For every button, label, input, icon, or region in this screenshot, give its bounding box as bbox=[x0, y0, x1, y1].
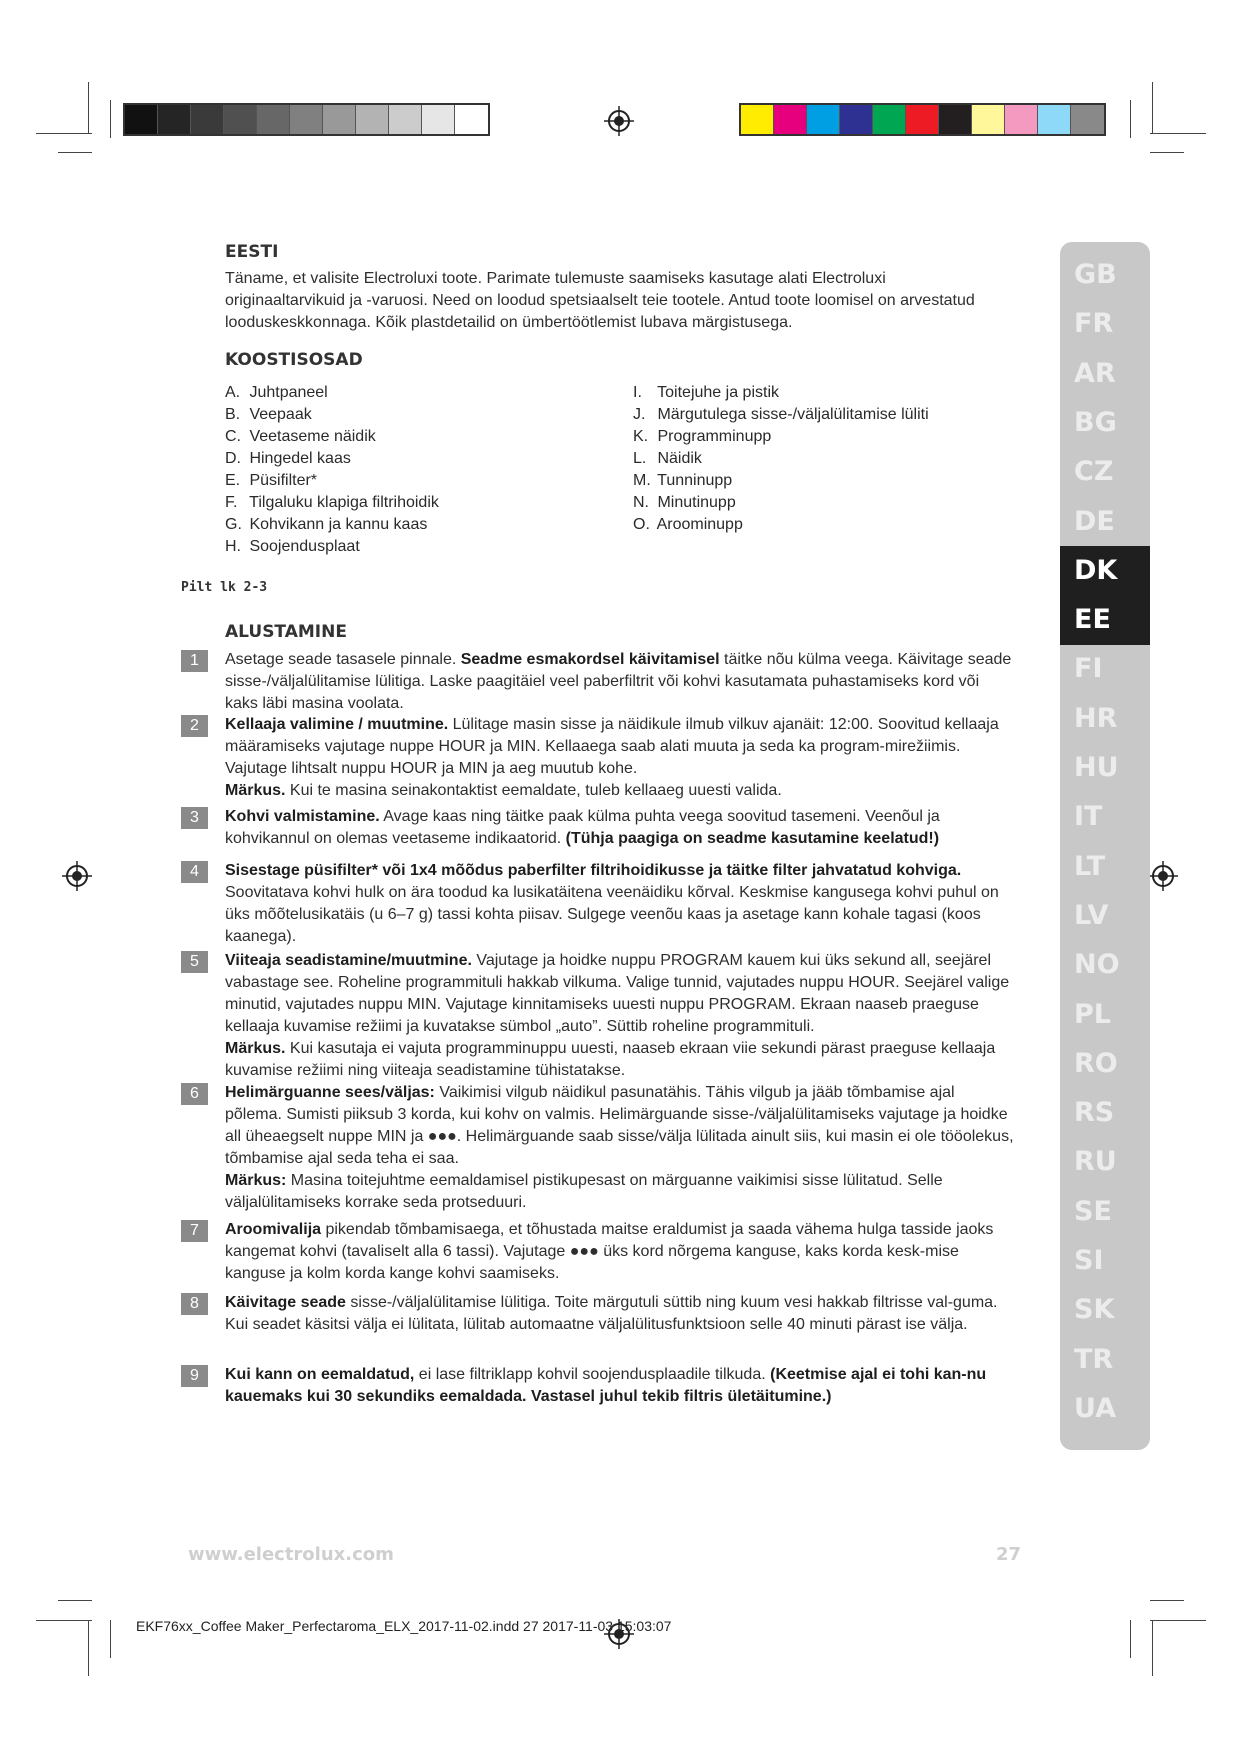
language-tab-cz: CZ bbox=[1074, 456, 1114, 488]
crop-mark bbox=[1152, 1620, 1153, 1676]
language-tab-si: SI bbox=[1074, 1245, 1104, 1276]
step-emphasis: (Keetmise ajal ei tohi kan-nu kauemaks kui 30 sekundiks eemaldada. Vastasel juhul tekib filtris ületäitumine.) bbox=[225, 1366, 987, 1405]
component-letter: N. bbox=[633, 494, 649, 511]
step-number-badge: 4 bbox=[181, 861, 208, 883]
language-tab-ro: RO bbox=[1074, 1047, 1118, 1079]
language-tab-tr: TR bbox=[1074, 1343, 1114, 1375]
component-label: Minutinupp bbox=[653, 494, 736, 511]
step-text bbox=[225, 1219, 1015, 1285]
color-swatch bbox=[158, 105, 191, 134]
step-body: Vajutage ja hoidke nuppu PROGRAM kauem kui üks sekund all, seejärel vabastage see. Roheline programmituli hakkab vilkuma. Valige tunnid, vajutades nuppu HOUR. Seejärel valige minutid, vajutades nuppu MIN. Vajutage kinnitamiseks uuesti nuppu PROGRAM. Ekraan naaseb praeguse kellaaja kuvamise režiimi ja kuvatakse sümbol „auto”. Süttib roheline programmituli. bbox=[225, 952, 1010, 1035]
step-lead-bold: Käivitage seade bbox=[225, 1294, 346, 1311]
component-letter: L. bbox=[633, 450, 647, 467]
step-number-badge: 1 bbox=[181, 650, 208, 672]
component-item bbox=[633, 382, 993, 404]
component-item bbox=[633, 470, 993, 492]
color-swatch bbox=[290, 105, 323, 134]
language-tab-ee: EE bbox=[1060, 595, 1150, 645]
step-text bbox=[225, 950, 1015, 1082]
component-label: Tunninupp bbox=[653, 472, 733, 489]
component-letter: G. bbox=[225, 516, 242, 533]
crop-mark bbox=[88, 1620, 89, 1676]
color-swatch bbox=[939, 105, 972, 134]
step-note-label: Märkus. bbox=[225, 782, 286, 799]
step-body: Asetage seade tasasele pinnale. bbox=[225, 651, 461, 668]
component-item bbox=[225, 514, 585, 536]
color-swatch bbox=[224, 105, 257, 134]
step-text bbox=[225, 806, 1015, 850]
color-swatch bbox=[873, 105, 906, 134]
component-letter: B. bbox=[225, 406, 241, 423]
component-label: Veetaseme näidik bbox=[245, 428, 376, 445]
language-heading: EESTI bbox=[225, 242, 279, 262]
step-note-label: Märkus. bbox=[225, 1040, 286, 1057]
language-tab-de: DE bbox=[1074, 505, 1115, 537]
component-item bbox=[633, 404, 993, 426]
component-letter: F. bbox=[225, 494, 238, 511]
component-label: Juhtpaneel bbox=[245, 384, 328, 401]
color-swatch bbox=[972, 105, 1005, 134]
step-text bbox=[225, 714, 1015, 802]
step-lead-bold: Kohvi valmistamine. bbox=[225, 808, 380, 825]
step-text bbox=[225, 1364, 1015, 1408]
step-number-badge: 6 bbox=[181, 1083, 208, 1105]
crop-mark bbox=[36, 1620, 92, 1621]
intro-paragraph: Täname, et valisite Electroluxi toote. Parimate tulemuste saamiseks kasutage alati Electroluxi originaaltarvikuid ja -varuosi. Need on loodud spetsiaalselt teie tootele. Antud toote loomisel on arvestatud looduskeskkonnaga. Kõik plastdetailid on ümbertöötlemist lubava märgistusega. bbox=[225, 270, 975, 331]
crop-mark bbox=[36, 133, 92, 134]
component-item bbox=[633, 426, 993, 448]
component-label: Soojendusplaat bbox=[245, 538, 360, 555]
step-text bbox=[225, 1292, 1015, 1336]
step-lead-bold: Kui kann on eemaldatud, bbox=[225, 1366, 415, 1383]
component-letter: J. bbox=[633, 406, 646, 423]
language-tab-fi: FI bbox=[1074, 653, 1103, 685]
page-number: 27 bbox=[996, 1544, 1022, 1565]
step-text bbox=[225, 860, 1015, 948]
language-tab-se: SE bbox=[1074, 1195, 1112, 1227]
step-number-badge: 2 bbox=[181, 715, 208, 737]
component-item bbox=[225, 382, 585, 404]
step-body: sisse-/väljalülitamise lülitiga. Toite märgutuli süttib ning kuum vesi hakkab filtrisse val-guma. Kui seadet käsitsi välja ei lülitata, lülitab automaatne väljalülitusfunktsioon selle 40 minuti pärast ise välja. bbox=[225, 1294, 998, 1333]
step-lead-bold: Helimärguanne sees/väljas: bbox=[225, 1084, 435, 1101]
crop-mark bbox=[1130, 100, 1131, 138]
footer-url: www.electrolux.com bbox=[188, 1544, 394, 1565]
step-body: Lülitage masin sisse ja näidikule ilmub vilkuv ajanäit: 12:00. Soovitud kellaaja määramiseks vajutage nuppe HOUR ja MIN. Kellaaega saab alati muuta ja seda ka program-mirežiimis. Vajutage lihtsalt nuppu HOUR ja MIN ja aeg muutub kohe. bbox=[225, 716, 999, 777]
color-swatch bbox=[1005, 105, 1038, 134]
component-letter: C. bbox=[225, 428, 241, 445]
step-text bbox=[225, 649, 1015, 715]
crop-mark bbox=[110, 100, 111, 138]
registration-mark-icon bbox=[604, 106, 634, 136]
color-swatch bbox=[422, 105, 455, 134]
language-tab-bg: BG bbox=[1074, 406, 1117, 438]
registration-mark-icon bbox=[62, 861, 92, 891]
component-label: Näidik bbox=[653, 450, 702, 467]
component-item bbox=[225, 426, 585, 448]
language-tab-it: IT bbox=[1074, 801, 1103, 833]
start-heading: ALUSTAMINE bbox=[225, 622, 347, 642]
language-tab-ua: UA bbox=[1074, 1392, 1116, 1424]
component-letter: M. bbox=[633, 472, 651, 489]
step-note: Kui kasutaja ei vajuta programminuppu uuesti, naaseb ekraan viie sekundi pärast praeguse kellaaja kuvamise režiimi ning viiteaja seadistamine tühistatakse. bbox=[225, 1040, 996, 1079]
components-list-left bbox=[225, 382, 585, 558]
language-tab-fr: FR bbox=[1074, 308, 1114, 340]
crop-mark bbox=[58, 152, 92, 153]
language-tab-hr: HR bbox=[1074, 702, 1118, 734]
component-item bbox=[633, 492, 993, 514]
step-note: Kui te masina seinakontaktist eemaldate, tuleb kellaaeg uuesti valida. bbox=[285, 782, 782, 799]
color-swatch bbox=[774, 105, 807, 134]
step-text bbox=[225, 1082, 1015, 1214]
component-label: Kohvikann ja kannu kaas bbox=[245, 516, 428, 533]
language-tab-no: NO bbox=[1074, 949, 1120, 981]
language-tab-gb: GB bbox=[1074, 259, 1117, 290]
color-swatch bbox=[906, 105, 939, 134]
step-number-badge: 8 bbox=[181, 1293, 208, 1315]
language-tab-dk: DK bbox=[1060, 546, 1150, 596]
components-heading: KOOSTISOSAD bbox=[225, 350, 363, 370]
language-tab-lv: LV bbox=[1074, 899, 1109, 931]
figure-reference: Pilt lk 2-3 bbox=[181, 580, 268, 595]
component-item bbox=[225, 404, 585, 426]
language-tab-rs: RS bbox=[1074, 1097, 1115, 1129]
step-lead-bold: Aroomivalija bbox=[225, 1221, 322, 1238]
color-swatch bbox=[1038, 105, 1071, 134]
language-tab-pl: PL bbox=[1074, 998, 1111, 1030]
step-body: ei lase filtriklapp kohvil soojendusplaadile tilkuda. bbox=[414, 1366, 771, 1383]
language-tab-hu: HU bbox=[1074, 752, 1119, 783]
color-swatch bbox=[257, 105, 290, 134]
color-swatch bbox=[191, 105, 224, 134]
component-letter: D. bbox=[225, 450, 241, 467]
component-letter: A. bbox=[225, 384, 241, 401]
color-swatch bbox=[741, 105, 774, 134]
crop-mark bbox=[88, 82, 89, 134]
step-note-label: Märkus: bbox=[225, 1172, 287, 1189]
component-item bbox=[225, 470, 585, 492]
crop-mark bbox=[1150, 133, 1206, 134]
step-lead-bold: Sisestage püsifilter* või 1x4 mõõdus paberfilter filtrihoidikusse ja täitke filter jahvatatud kohviga. bbox=[225, 862, 962, 879]
step-body: pikendab tõmbamisaega, et tõhustada maitse eraldumist ja saada vähema hulga tasside jaoks kangemat kohvi (tavaliselt alla 6 tassi). Vajutage ●●● üks kord nõrgema kanguse, kaks korda kesk-mise kanguse ja kolm korda kange kohvi saamiseks. bbox=[225, 1221, 994, 1282]
step-number-badge: 9 bbox=[181, 1365, 208, 1387]
component-item bbox=[225, 448, 585, 470]
crop-mark bbox=[1130, 1620, 1131, 1658]
registration-mark-icon bbox=[1148, 861, 1178, 891]
process-color-bar bbox=[739, 103, 1106, 136]
step-emphasis: (Tühja paagiga on seadme kasutamine keelatud!) bbox=[565, 830, 940, 847]
crop-mark bbox=[1150, 152, 1184, 153]
component-item bbox=[633, 448, 993, 470]
color-swatch bbox=[323, 105, 356, 134]
step-note: Masina toitejuhtme eemaldamisel pistikupesast on märguanne vaikimisi sisse lülitatud. Selle väljalülitamiseks korrake seda protseduuri. bbox=[225, 1172, 943, 1211]
component-label: Püsifilter* bbox=[245, 472, 318, 489]
step-number-badge: 7 bbox=[181, 1220, 208, 1242]
step-body: Avage kaas ning täitke paak külma puhta veega soovitud tasemeni. Veenõul ja kohvikannul on olemas veetaseme indikaatorid. bbox=[225, 808, 940, 847]
component-item bbox=[225, 536, 585, 558]
color-swatch bbox=[356, 105, 389, 134]
step-lead-bold: Kellaaja valimine / muutmine. bbox=[225, 716, 449, 733]
language-tab-ru: RU bbox=[1074, 1146, 1117, 1178]
step-number-badge: 5 bbox=[181, 951, 208, 973]
step-body: Vaikimisi vilgub näidikul pasunatähis. Tähis vilgub ja jääb tõmbamise ajal põlema. Sumisti piiksub 3 korda, kui kohv on valmis. Helimärguande sisse-/väljalülitamiseks vajutage ja hoidke all üheaegselt nuppe MIN ja ●●●. Helimärguande saab sisse/välja lülitada ainult siis, kui masin ei ole tööolekus, tõmbamise ajal seda teha ei saa. bbox=[225, 1084, 1014, 1167]
crop-mark bbox=[58, 1600, 92, 1601]
step-number-badge: 3 bbox=[181, 807, 208, 829]
color-swatch bbox=[125, 105, 158, 134]
step-lead-bold: Viiteaja seadistamine/muutmine. bbox=[225, 952, 472, 969]
language-tab-sk: SK bbox=[1074, 1294, 1115, 1326]
color-swatch bbox=[1071, 105, 1104, 134]
step-body-cont: täitke nõu külma veega. Käivitage seade sisse-/väljalülitamise lülitiga. Laske paagitäiel veel paberfiltrit või kohvi kasutamata puhastamiseks kord või kaks läbi masina voolata. bbox=[225, 651, 1012, 712]
step-emphasis: Seadme esmakordsel käivitamisel bbox=[460, 651, 720, 668]
color-swatch bbox=[807, 105, 840, 134]
component-letter: K. bbox=[633, 428, 649, 445]
component-label: Märgutulega sisse-/väljalülitamise lüliti bbox=[653, 406, 929, 423]
component-label: Hingedel kaas bbox=[245, 450, 351, 467]
color-swatch bbox=[455, 105, 488, 134]
component-label: Tilgaluku klapiga filtrihoidik bbox=[245, 494, 439, 511]
components-list-right bbox=[633, 382, 993, 536]
color-swatch bbox=[840, 105, 873, 134]
language-tab-ar: AR bbox=[1074, 357, 1116, 389]
component-label: Aroominupp bbox=[653, 516, 743, 533]
component-letter: H. bbox=[225, 538, 241, 555]
component-item bbox=[633, 514, 993, 536]
crop-mark bbox=[1150, 1600, 1184, 1601]
component-label: Toitejuhe ja pistik bbox=[653, 384, 779, 401]
component-letter: O. bbox=[633, 516, 650, 533]
component-letter: I. bbox=[633, 384, 642, 401]
crop-mark bbox=[1150, 1620, 1206, 1621]
language-tab-lt: LT bbox=[1074, 850, 1106, 882]
component-label: Veepaak bbox=[245, 406, 312, 423]
print-slug: EKF76xx_Coffee Maker_Perfectaroma_ELX_2017-11-02.indd 27 2017-11-03 15:03:07 bbox=[136, 1618, 672, 1634]
step-body: Soovitatava kohvi hulk on ära toodud ka lusikatäitena veenäidiku kõrval. Keskmise kangusega kohvi puhul on üks mõõtelusikatäis (u 6–7 g) tassi kohta piisav. Sulgege veenõu kaas ja asetage kann kohale tagasi (koos kaanega). bbox=[225, 884, 999, 945]
color-swatch bbox=[389, 105, 422, 134]
crop-mark bbox=[110, 1620, 111, 1658]
component-letter: E. bbox=[225, 472, 241, 489]
component-label: Programminupp bbox=[653, 428, 772, 445]
grayscale-color-bar bbox=[123, 103, 490, 136]
component-item bbox=[225, 492, 585, 514]
crop-mark bbox=[1152, 82, 1153, 134]
